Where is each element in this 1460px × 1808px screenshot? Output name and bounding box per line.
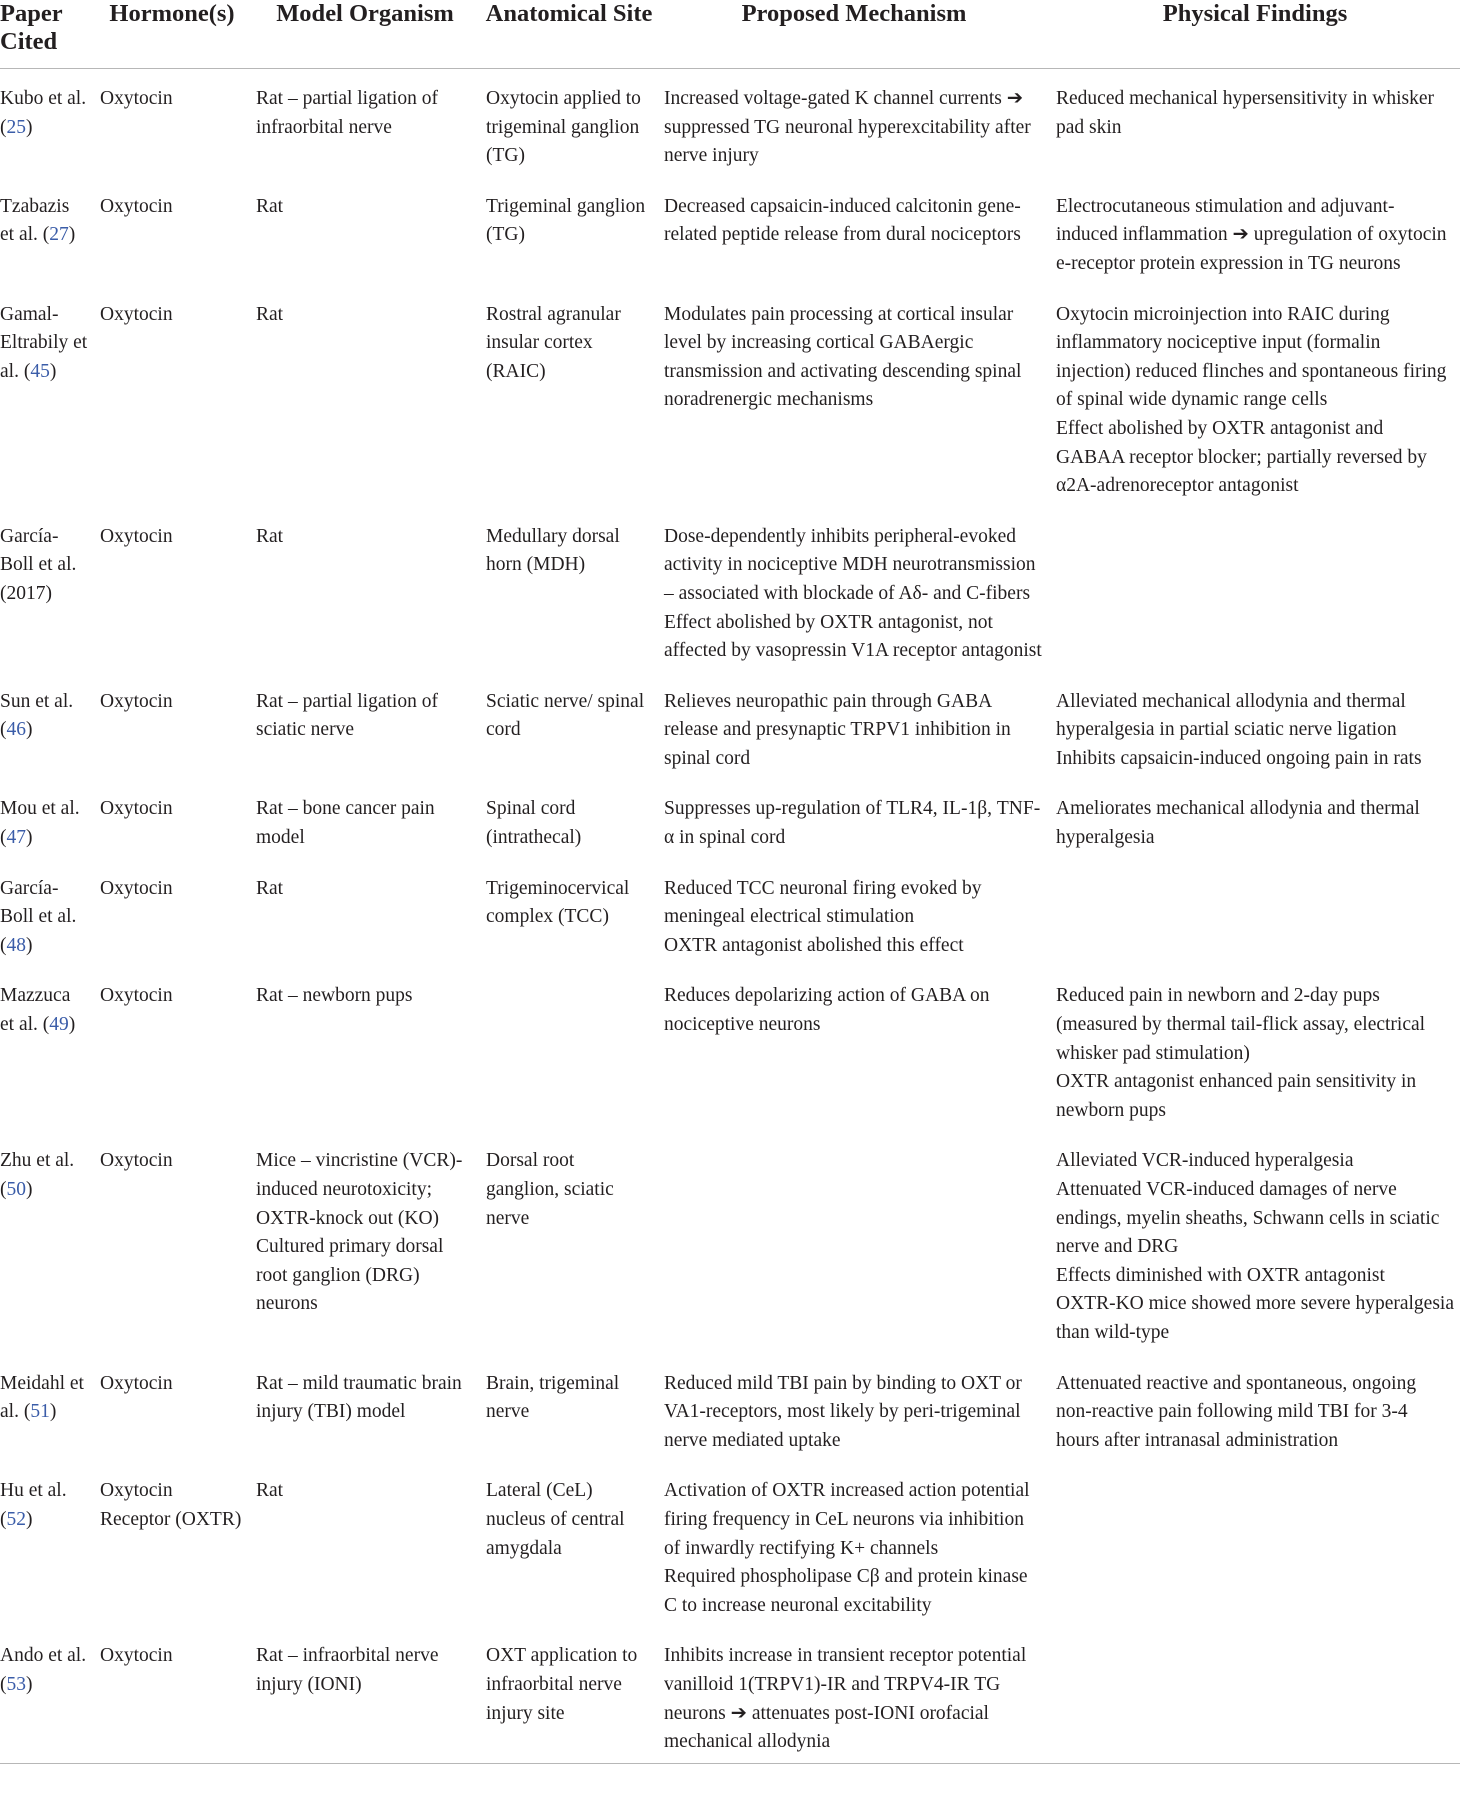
mechanism-cell [658,672,1050,780]
paper-cited-cell: Mou et al. (47) [0,798,80,849]
mechanism-cell [658,177,1050,285]
mechanism-cell [658,779,1050,858]
cell-line: Rat – partial ligation of sciatic nerve [256,690,438,741]
cell-line: Rat – mild traumatic brain injury (TBI) model [256,1372,462,1423]
paper-cited-cell: Zhu et al. (50) [0,1150,75,1200]
author-text: Mou et al. [0,798,80,820]
hormone-cell [94,1131,250,1353]
findings-cell [1050,1461,1460,1626]
findings-cell [1050,1354,1460,1462]
site-cell [480,672,658,780]
author-text: García-Boll et al. [0,877,77,928]
table-row [0,1354,1460,1462]
header-hormones: Hormone(s) [94,0,250,69]
organism-cell [250,285,480,507]
citation-link[interactable]: 47 [6,827,26,849]
cell-line: Spinal cord (intrathecal) [486,798,582,849]
paper-cited-cell [0,507,94,672]
hormone-cell [94,1461,250,1626]
author-text: Kubo et al. [0,88,87,109]
mechanism-cell [658,69,1050,177]
author-text: Gamal-Eltrabily et al. [0,303,88,382]
paper-cited-cell: Ando et al. (53) [0,1645,87,1695]
site-cell [480,285,658,507]
hormone-cell [94,285,250,507]
paper-cited-cell: Sun et al. (46) [0,690,74,741]
author-text: Hu et al. [0,1480,67,1502]
paper-cited-cell: Kubo et al. (25) [0,88,87,138]
cell-line: Rat [256,195,284,217]
cell-line: Effect abolished by OXTR antagonist, not affected by vasopressin V1A receptor antagonist [664,611,1042,662]
table-row [0,1131,1460,1353]
cell-line: Ameliorates mechanical allodynia and thermal hyperalgesia [1056,798,1420,849]
cell-line: Oxytocin [100,798,173,820]
cell-line: Brain, trigeminal nerve [486,1372,620,1423]
cell-line: Sciatic nerve/ spinal cord [486,690,645,741]
cell-line: Trigeminal ganglion (TG) [486,195,646,246]
hormone-cell [94,859,250,967]
hormone-cell [94,672,250,780]
mechanism-cell [658,859,1050,967]
table-row [0,1461,1460,1626]
cell-line: Oxytocin [100,1372,173,1394]
mechanism-cell [658,1626,1050,1763]
table-row [0,285,1460,507]
citation-link[interactable]: 52 [6,1508,26,1530]
organism-cell [250,177,480,285]
organism-cell [250,1626,480,1763]
cell-line: Oxytocin [100,877,173,899]
paper-cited-cell: Tzabazis et al. (27) [0,195,76,246]
cell-line: OXTR antagonist enhanced pain sensitivity in newborn pups [1056,1071,1417,1121]
cell-line: Reduced mechanical hypersensitivity in whisker pad skin [1056,88,1434,138]
cell-line: Oxytocin [100,303,173,325]
cell-line: Rat – partial ligation of infraorbital nerve [256,88,438,138]
author-text: Mazzuca et al. [0,985,71,1036]
cell-line: Rat [256,303,284,325]
cell-line: Oxytocin [100,525,173,547]
author-text: Sun et al. [0,690,74,712]
cell-line: Relieves neuropathic pain through GABA release and presynaptic TRPV1 inhibition in spinal cord [664,690,1011,769]
organism-cell [250,69,480,177]
cell-line: Dose-dependently inhibits peripheral-evoked activity in nociceptive MDH neurotransmission – associated with blockade of Aδ- and C-fibers [664,525,1036,604]
organism-cell [250,1354,480,1462]
citation-link[interactable]: 49 [49,1014,69,1036]
site-cell [480,507,658,672]
cell-line: Rat [256,1480,284,1502]
cell-line: Electrocutaneous stimulation and adjuvant-induced inflammation ➔ upregulation of oxytocin e-receptor protein expression in TG neurons [1056,195,1447,274]
cell-line: Oxytocin [100,985,173,1007]
cell-line: Inhibits capsaicin-induced ongoing pain in rats [1056,747,1422,769]
table-row [0,1626,1460,1763]
mechanism-cell [658,966,1050,1131]
cell-line: OXT application to infraorbital nerve injury site [486,1645,638,1724]
findings-cell [1050,177,1460,285]
findings-cell [1050,859,1460,967]
cell-line: Rat [256,877,284,899]
site-cell [480,69,658,177]
site-cell [480,1354,658,1462]
cell-line: Oxytocin [100,1645,173,1667]
cell-line: Required phospholipase Cβ and protein kinase C to increase neuronal excitability [664,1566,1028,1616]
header-anatomical-site: Anatomical Site [480,0,658,69]
cell-line: Trigeminocervical complex (TCC) [486,877,630,928]
table-row [0,672,1460,780]
hormone-cell [94,1626,250,1763]
header-physical-findings: Physical Findings [1050,0,1460,69]
cell-line: Attenuated VCR-induced damages of nerve endings, myelin sheaths, Schwann cells in sciatic nerve and DRG [1056,1179,1440,1258]
cell-line: Reduced pain in newborn and 2-day pups (measured by thermal tail-flick assay, electrical whisker pad stimulation) [1056,985,1426,1064]
cell-line: Rat – bone cancer pain model [256,798,435,849]
cell-line: Suppresses up-regulation of TLR4, IL-1β, TNF-α in spinal cord [664,798,1041,849]
findings-cell [1050,1131,1460,1353]
table-row [0,966,1460,1131]
cell-line: OXTR-KO mice showed more severe hyperalgesia than wild-type [1056,1293,1454,1343]
cell-line: Medullary dorsal horn (MDH) [486,525,620,576]
author-text: Tzabazis et al. [0,195,70,246]
organism-cell [250,1461,480,1626]
header-proposed-mechanism: Proposed Mechanism [658,0,1050,69]
hormone-cell [94,507,250,672]
cell-line: Increased voltage-gated K channel currents ➔ suppressed TG neuronal hyperexcitability after nerve injury [664,88,1031,167]
table-row [0,69,1460,177]
mechanism-cell [658,1461,1050,1626]
table-row [0,779,1460,858]
paper-cited-cell: Meidahl et al. (51) [0,1372,84,1423]
cell-line: Rat – infraorbital nerve injury (IONI) [256,1645,439,1695]
findings-cell [1050,1626,1460,1763]
cell-line: Effect abolished by OXTR antagonist and GABAA receptor blocker; partially reversed by α2A-adrenoreceptor antagonist [1056,417,1427,497]
cell-line: Alleviated VCR-induced hyperalgesia [1056,1150,1354,1172]
cell-line: Oxytocin applied to trigeminal ganglion (TG) [486,88,641,167]
cell-line: Lateral (CeL) nucleus of central amygdala [486,1480,625,1559]
cell-line: Oxytocin [100,88,173,109]
organism-cell [250,859,480,967]
organism-cell [250,507,480,672]
cell-line: Rat – newborn pups [256,985,413,1007]
site-cell [480,177,658,285]
cell-line: Inhibits increase in transient receptor potential vanilloid 1(TRPV1)-IR and TRPV4-IR TG neurons ➔ attenuates post-IONI orofacial mechanical allodynia [664,1645,1027,1753]
organism-cell [250,779,480,858]
site-cell [480,779,658,858]
paper-cited-cell: Hu et al. (52) [0,1480,67,1530]
hormone-cell [94,69,250,177]
cell-line: Dorsal root ganglion, sciatic nerve [486,1150,614,1229]
site-cell [480,1626,658,1763]
cell-line: Rostral agranular insular cortex (RAIC) [486,303,621,382]
cell-line: Alleviated mechanical allodynia and thermal hyperalgesia in partial sciatic nerve ligation [1056,690,1406,741]
author-text: Zhu et al. [0,1150,75,1172]
citation-link[interactable]: 51 [30,1401,50,1423]
cell-line: Attenuated reactive and spontaneous, ongoing non-reactive pain following mild TBI for 3-4 hours after intranasal administration [1056,1372,1417,1451]
findings-cell [1050,285,1460,507]
cell-line: Rat [256,525,284,547]
author-text: Ando et al. [0,1645,87,1667]
findings-cell [1050,779,1460,858]
citation-link[interactable]: 25 [6,116,26,138]
cell-line: OXTR antagonist abolished this effect [664,934,964,956]
cell-line: Oxytocin [100,690,173,712]
cell-line: Mice – vincristine (VCR)-induced neurotoxicity; OXTR-knock out (KO) [256,1150,463,1229]
table-body [0,69,1460,1764]
paper-cited-cell: García-Boll et al. (48) [0,877,77,956]
cell-line: Activation of OXTR increased action potential firing frequency in CeL neurons via inhibition of inwardly rectifying K+ channels [664,1480,1030,1559]
mechanism-cell [658,285,1050,507]
organism-cell [250,1131,480,1353]
cell-line: Oxytocin [100,195,173,217]
header-paper-cited: Paper Cited [0,0,94,69]
organism-cell [250,966,480,1131]
paper-cited-cell: Gamal-Eltrabily et al. (45) [0,303,88,382]
mechanism-cell [658,507,1050,672]
hormone-cell [94,1354,250,1462]
cell-line: Reduced mild TBI pain by binding to OXT or VA1-receptors, most likely by peri-trigeminal nerve mediated uptake [664,1372,1022,1451]
citation-link[interactable]: 27 [49,224,69,246]
findings-cell [1050,69,1460,177]
header-row [0,0,1460,69]
mechanism-cell [658,1354,1050,1462]
findings-cell [1050,672,1460,780]
citation-link[interactable]: 53 [6,1673,26,1695]
table-row [0,507,1460,672]
cell-line: Decreased capsaicin-induced calcitonin gene-related peptide release from dural nociceptors [664,195,1021,246]
cell-line: Cultured primary dorsal root ganglion (DRG) neurons [256,1236,444,1315]
cell-line: Oxytocin [100,1150,173,1172]
table-row [0,177,1460,285]
citation-link[interactable]: 48 [6,934,26,956]
citation-link[interactable]: 50 [6,1179,26,1200]
citation-link[interactable]: 45 [30,360,50,382]
cell-line: Effects diminished with OXTR antagonist [1056,1264,1385,1286]
cell-line: Reduced TCC neuronal firing evoked by meningeal electrical stimulation [664,877,982,928]
site-cell [480,1461,658,1626]
citation-link[interactable]: 46 [6,719,26,741]
hormone-cell [94,177,250,285]
cell-line: Oxytocin Receptor (OXTR) [100,1480,242,1530]
hormone-cell [94,779,250,858]
findings-cell [1050,507,1460,672]
site-cell [480,966,658,1131]
cell-line: Modulates pain processing at cortical insular level by increasing cortical GABAergic transmission and activating descending spinal noradrenergic mechanisms [664,303,1022,411]
site-cell [480,1131,658,1353]
site-cell [480,859,658,967]
mechanism-cell [658,1131,1050,1353]
table-row [0,859,1460,967]
author-text: Meidahl et al. [0,1372,84,1423]
findings-cell [1050,966,1460,1131]
author-text: García-Boll et al. (2017) [0,525,77,604]
header-model-organism: Model Organism [250,0,480,69]
cell-line: Reduces depolarizing action of GABA on nociceptive neurons [664,985,990,1036]
paper-cited-cell: Mazzuca et al. (49) [0,985,76,1036]
cell-line: Oxytocin microinjection into RAIC during inflammatory nociceptive input (formalin injection) reduced flinches and spontaneous firing of spinal wide dynamic range cells [1056,303,1447,411]
hormone-cell [94,966,250,1131]
organism-cell [250,672,480,780]
